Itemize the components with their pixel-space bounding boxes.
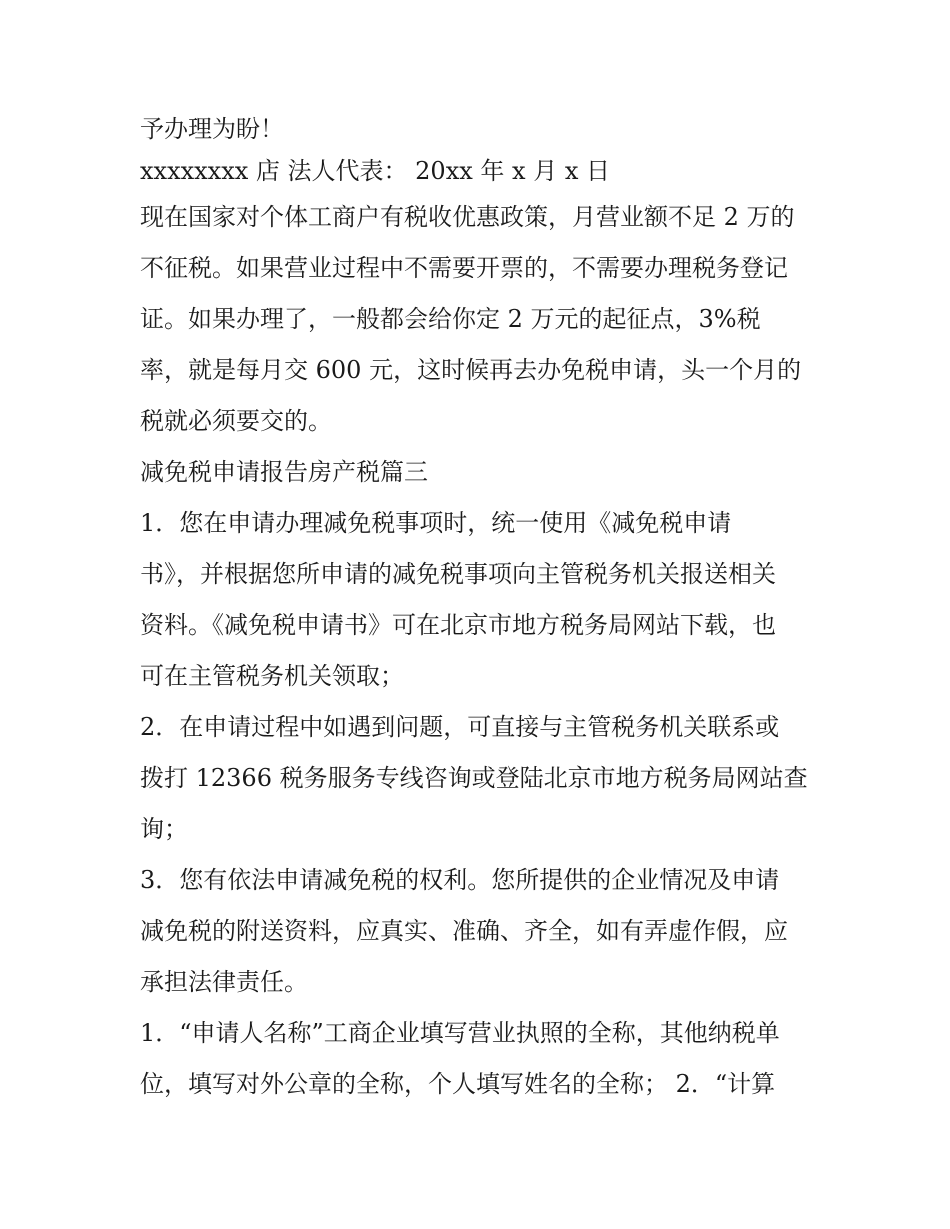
text-line: 位，填写对外公章的全称，个人填写姓名的全称； 2．“计算 xyxy=(140,1070,776,1098)
text-line: 拨打 12366 税务服务专线咨询或登陆北京市地方税务局网站查 xyxy=(140,764,808,792)
text-line: 2．在申请过程中如遇到问题，可直接与主管税务机关联系或 xyxy=(140,713,780,741)
text-line: 1．您在申请办理减免税事项时，统一使用《减免税申请 xyxy=(140,509,732,537)
text-line: 3．您有依法申请减免税的权利。您所提供的企业情况及申请 xyxy=(140,866,780,894)
text-line: 现在国家对个体工商户有税收优惠政策，月营业额不足 2 万的 xyxy=(140,203,795,231)
text-line: 减免税的附送资料，应真实、准确、齐全，如有弄虚作假，应 xyxy=(140,917,788,945)
text-line: 予办理为盼！ xyxy=(140,115,284,143)
section-heading: 减免税申请报告房产税篇三 xyxy=(140,458,428,486)
text-line: 不征税。如果营业过程中不需要开票的，不需要办理税务登记 xyxy=(140,254,788,282)
text-line: 承担法律责任。 xyxy=(140,968,308,996)
text-line: 可在主管税务机关领取； xyxy=(140,662,404,690)
text-line: 1．“申请人名称”工商企业填写营业执照的全称，其他纳税单 xyxy=(140,1019,780,1047)
document-body xyxy=(140,108,820,1110)
text-line: 询； xyxy=(140,815,188,843)
signature-line: xxxxxxxx 店 法人代表： 20xx 年 x 月 x 日 xyxy=(140,157,610,185)
text-line: 税就必须要交的。 xyxy=(140,407,332,435)
text-line: 书》，并根据您所申请的减免税事项向主管税务机关报送相关 xyxy=(140,560,776,588)
text-line: 资料。《减免税申请书》可在北京市地方税务局网站下载，也 xyxy=(140,611,776,639)
text-line: 证。如果办理了，一般都会给你定 2 万元的起征点，3%税 xyxy=(140,305,761,333)
text-line: 率，就是每月交 600 元，这时候再去办免税申请，头一个月的 xyxy=(140,356,802,384)
